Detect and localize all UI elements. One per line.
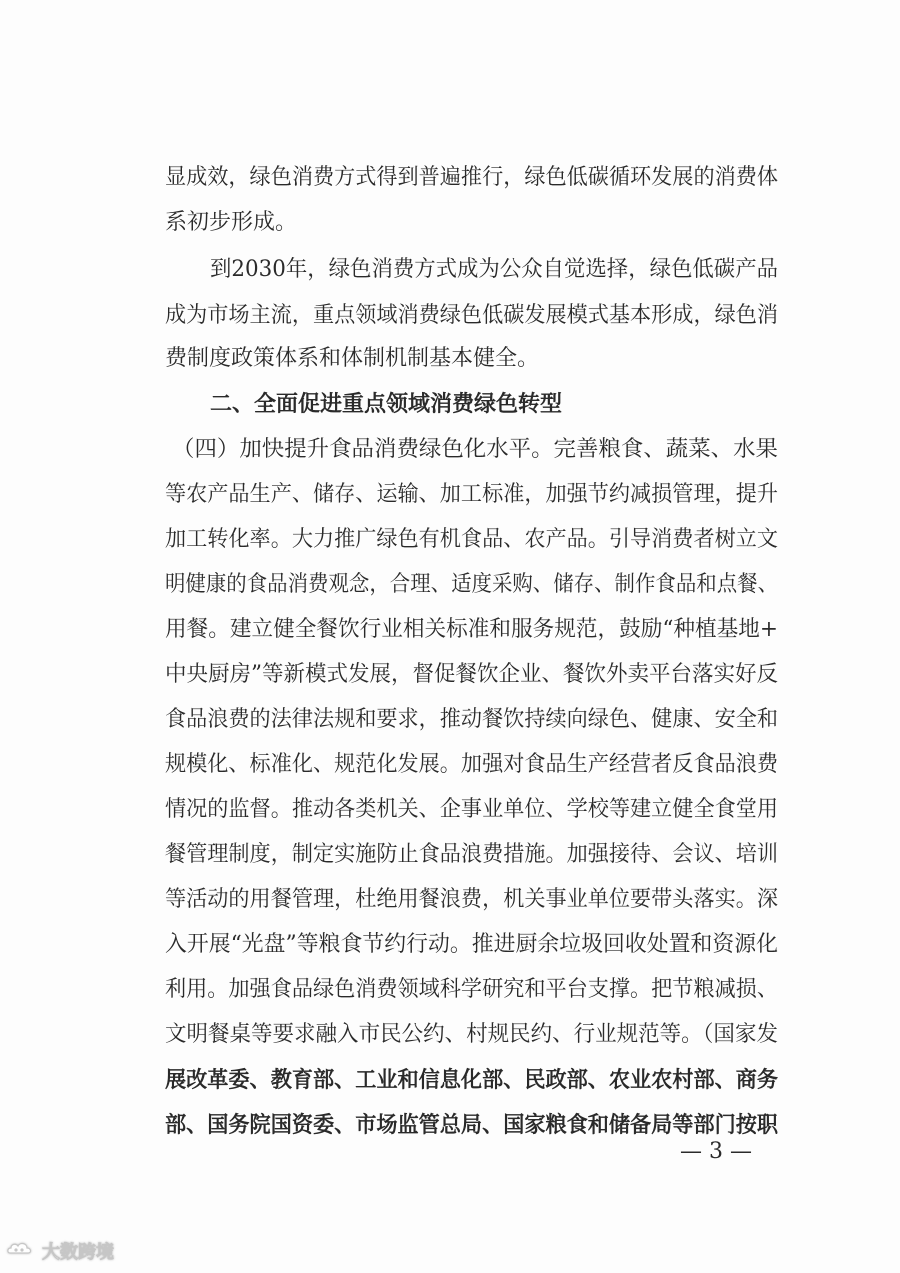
text-line [0,743,900,787]
text-line [0,878,900,922]
text-line-content: （四）加快提升食品消费绿色化水平。完善粮食、蔬菜、水果 [172,437,779,462]
text-line [0,473,900,517]
text-line [0,337,900,381]
text-line-content: 费制度政策体系和体制机制基本健全。 [165,346,540,371]
text-line [0,923,900,967]
text-line [0,294,900,338]
text-line [0,653,900,697]
watermark [6,1236,114,1266]
section-heading [0,383,900,427]
text-line-content: 显成效，绿色消费方式得到普遍推行，绿色低碳循环发展的消费体 [165,165,779,190]
text-line-content: 系初步形成。 [165,210,298,235]
text-line [0,608,900,652]
text-line-content: 等农产品生产、储存、运输、加工标准，加强节约减损管理，提升 [165,482,779,507]
text-line-content: 情况的监督。推动各类机关、企事业单位、学校等建立健全食堂用 [165,797,779,822]
text-line-content: 用餐。建立健全餐饮行业相关标准和服务规范，鼓励“种植基地+ [165,617,779,642]
text-line [0,833,900,877]
page-number: — 3 — [680,1139,752,1164]
text-line-content: 到2030年，绿色消费方式成为公众自觉选择，绿色低碳产品 [210,257,778,282]
watermark-text: 大数跨境 [42,1242,114,1263]
text-line-content: 入开展“光盘”等粮食节约行动。推进厨余垃圾回收处置和资源化 [165,932,778,957]
text-line-content: 展改革委、教育部、工业和信息化部、民政部、农业农村部、商务 [165,1067,779,1093]
text-line [0,698,900,742]
text-line-content: 餐管理制度，制定实施防止食品浪费措施。加强接待、会议、培训 [165,842,779,867]
text-line [0,428,900,472]
text-line-content: 规模化、标准化、规范化发展。加强对食品生产经营者反食品浪费 [165,752,779,777]
text-line [0,563,900,607]
text-line-content: 文明餐桌等要求融入市民公约、村规民约、行业规范等。（国家发 [165,1022,778,1047]
section-heading-text: 二、全面促进重点领域消费绿色转型 [210,392,563,417]
text-line-content: 利用。加强食品绿色消费领域科学研究和平台支撑。把节粮减损、 [165,977,779,1002]
text-line-content: 加工转化率。大力推广绿色有机食品、农产品。引导消费者树立文 [165,527,779,552]
text-line-content: 中央厨房”等新模式发展，督促餐饮企业、餐饮外卖平台落实好反 [165,662,779,687]
text-line [0,968,900,1012]
text-line [0,788,900,832]
text-line [0,518,900,562]
text-line-content: 等活动的用餐管理，杜绝用餐浪费，机关事业单位要带头落实。深 [165,887,779,912]
text-line-content: 部、国务院国资委、市场监管总局、国家粮食和储备局等部门按职 [165,1112,779,1138]
text-line [0,1058,900,1102]
text-line [0,201,900,245]
text-line [0,156,900,200]
text-line [0,1013,900,1057]
text-line-content: 明健康的食品消费观念，合理、适度采购、储存、制作食品和点餐、 [165,572,779,597]
text-line [0,1103,900,1147]
text-line-content: 成为市场主流，重点领域消费绿色低碳发展模式基本形成，绿色消 [165,303,779,328]
text-line-content: 食品浪费的法律法规和要求，推动餐饮持续向绿色、健康、安全和 [165,707,779,732]
cloud-logo-icon [6,1239,36,1263]
text-line [0,248,900,292]
